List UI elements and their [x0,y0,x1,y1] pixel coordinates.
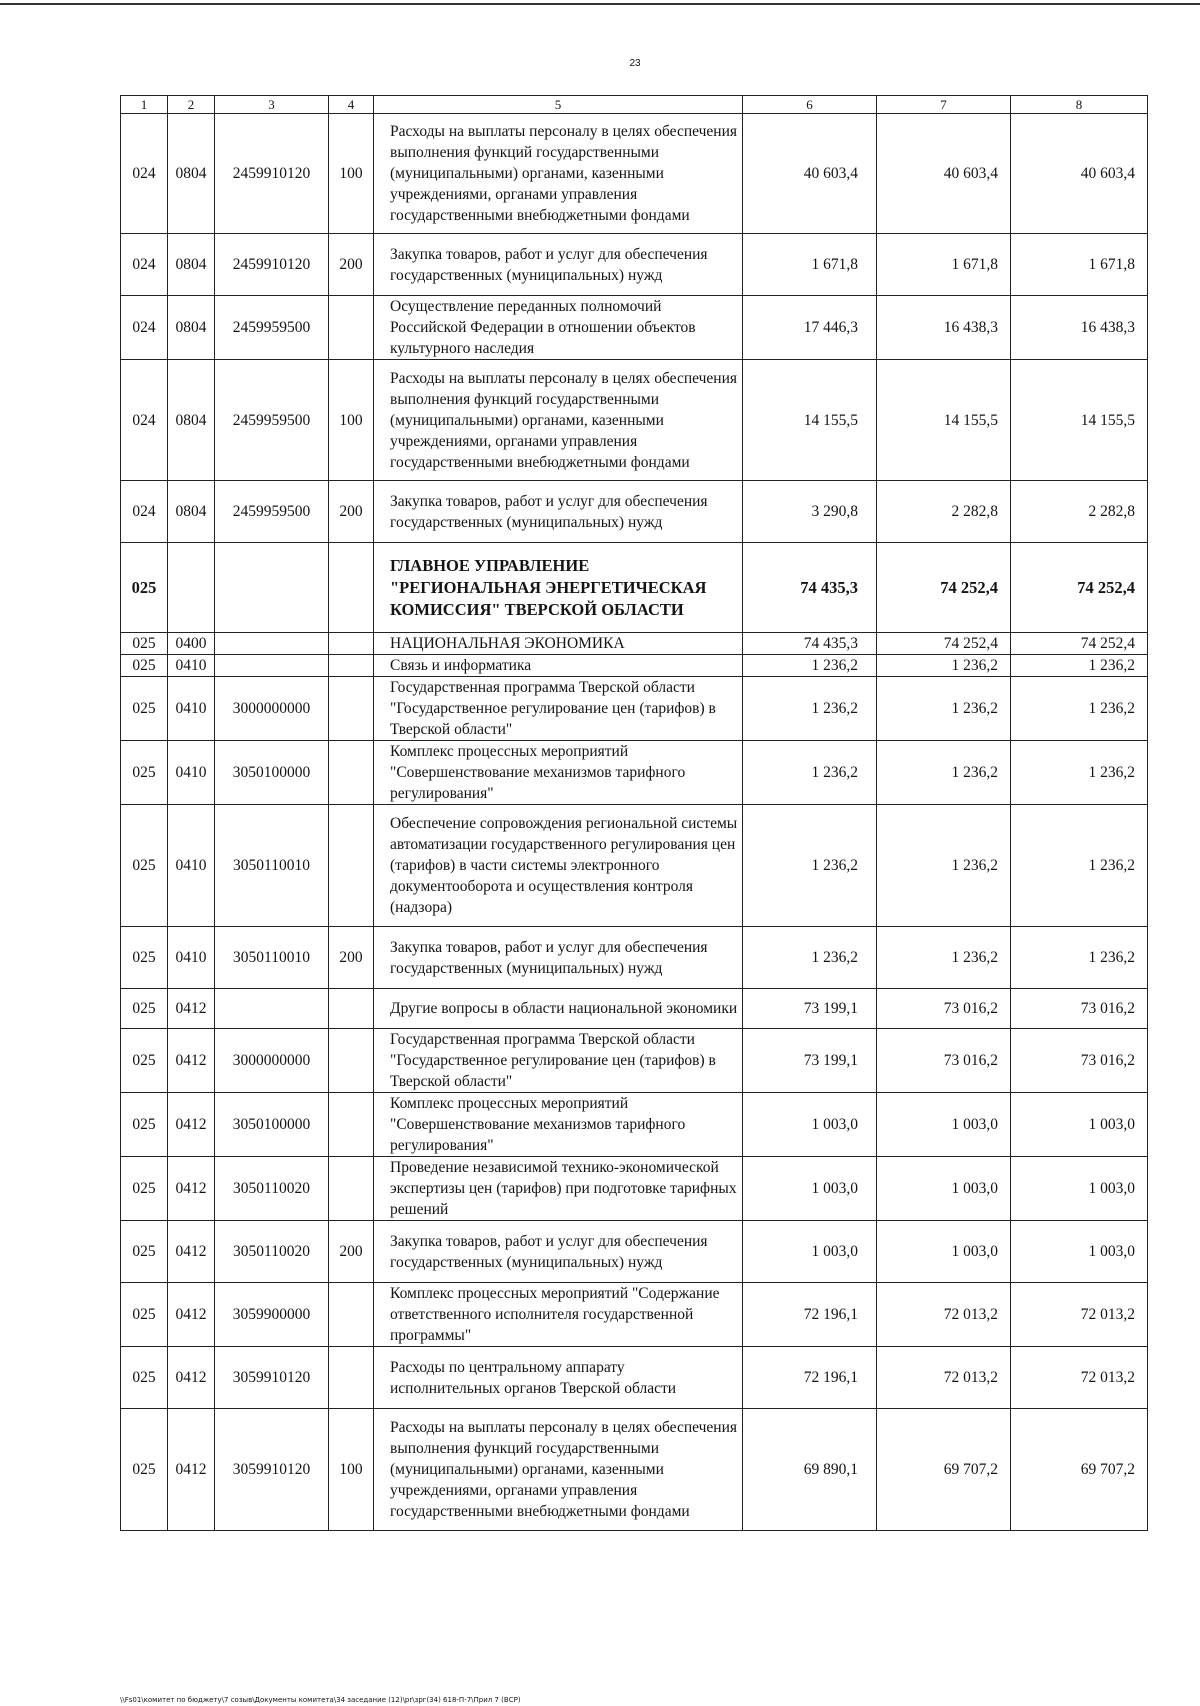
expense-type-code-cell: 200 [329,481,374,543]
target-article-code-cell [215,543,329,633]
admin-code-cell: 025 [121,1029,168,1093]
amount-year-3-cell: 74 252,4 [1011,543,1148,633]
table-row [121,1157,1148,1221]
expense-type-code-cell [329,805,374,927]
target-article-code-cell: 3050100000 [215,741,329,805]
amount-year-2-cell: 40 603,4 [877,114,1011,234]
description-cell: Расходы на выплаты персоналу в целях обеспечения выполнения функций государственными (муниципальными) органами, казенными учреждениями, органами управления государственными внебюджетными фондами [374,114,743,234]
amount-year-3-cell: 1 003,0 [1011,1157,1148,1221]
amount-year-1-cell: 1 003,0 [743,1157,877,1221]
amount-year-1-cell: 74 435,3 [743,633,877,655]
section-code-cell: 0412 [168,989,215,1029]
amount-year-2-cell: 1 236,2 [877,677,1011,741]
target-article-code-cell: 2459910120 [215,234,329,296]
amount-year-3-cell: 1 236,2 [1011,805,1148,927]
description-cell: Расходы на выплаты персоналу в целях обеспечения выполнения функций государственными (муниципальными) органами, казенными учреждениями, органами управления государственными внебюджетными фондами [374,360,743,481]
admin-code-cell: 024 [121,234,168,296]
section-code-cell: 0804 [168,114,215,234]
amount-year-3-cell: 1 236,2 [1011,655,1148,677]
amount-year-3-cell: 74 252,4 [1011,633,1148,655]
table-row [121,927,1148,989]
admin-code-cell: 025 [121,741,168,805]
target-article-code-cell: 3050110010 [215,927,329,989]
expense-type-code-cell [329,633,374,655]
description-cell: Закупка товаров, работ и услуг для обеспечения государственных (муниципальных) нужд [374,481,743,543]
amount-year-1-cell: 73 199,1 [743,989,877,1029]
table-row [121,1283,1148,1347]
table-row [121,234,1148,296]
description-cell: Расходы на выплаты персоналу в целях обеспечения выполнения функций государственными (муниципальными) органами, казенными учреждениями, органами управления государственными внебюджетными фондами [374,1409,743,1531]
column-header: 3 [215,96,329,114]
description-cell: Закупка товаров, работ и услуг для обеспечения государственных (муниципальных) нужд [374,927,743,989]
target-article-code-cell: 3059910120 [215,1347,329,1409]
table-body [121,114,1148,1531]
target-article-code-cell [215,633,329,655]
section-code-cell: 0410 [168,677,215,741]
admin-code-cell: 024 [121,481,168,543]
target-article-code-cell: 3050110010 [215,805,329,927]
amount-year-3-cell: 16 438,3 [1011,296,1148,360]
table-row [121,677,1148,741]
section-code-cell: 0412 [168,1093,215,1157]
amount-year-2-cell: 14 155,5 [877,360,1011,481]
amount-year-2-cell: 1 236,2 [877,655,1011,677]
expense-type-code-cell: 100 [329,360,374,481]
table-row [121,1221,1148,1283]
column-header: 1 [121,96,168,114]
amount-year-2-cell: 1 003,0 [877,1221,1011,1283]
section-code-cell: 0400 [168,633,215,655]
admin-code-cell: 024 [121,296,168,360]
budget-table [120,95,1148,1531]
expense-type-code-cell: 200 [329,1221,374,1283]
admin-code-cell: 025 [121,655,168,677]
section-code-cell: 0410 [168,741,215,805]
amount-year-1-cell: 1 671,8 [743,234,877,296]
amount-year-1-cell: 14 155,5 [743,360,877,481]
expense-type-code-cell [329,741,374,805]
table-row [121,114,1148,234]
table-row [121,805,1148,927]
file-path-footer: \\Fs01\комитет по бюджету\7 созыв\Документы комитета\34 заседание (12)\pr\зрг(34) 618-П-7\Прил 7 (ВСР) [120,1696,521,1704]
description-cell: Закупка товаров, работ и услуг для обеспечения государственных (муниципальных) нужд [374,234,743,296]
admin-code-cell: 025 [121,1347,168,1409]
amount-year-1-cell: 1 236,2 [743,655,877,677]
target-article-code-cell: 3000000000 [215,677,329,741]
amount-year-1-cell: 1 236,2 [743,927,877,989]
amount-year-1-cell: 72 196,1 [743,1347,877,1409]
expense-type-code-cell [329,296,374,360]
section-code-cell [168,543,215,633]
admin-code-cell: 025 [121,1283,168,1347]
expense-type-code-cell [329,1347,374,1409]
admin-code-cell: 025 [121,1157,168,1221]
amount-year-2-cell: 1 003,0 [877,1093,1011,1157]
admin-code-cell: 025 [121,989,168,1029]
amount-year-2-cell: 1 236,2 [877,741,1011,805]
amount-year-3-cell: 73 016,2 [1011,1029,1148,1093]
column-header: 8 [1011,96,1148,114]
expense-type-code-cell [329,1283,374,1347]
description-cell: Комплекс процессных мероприятий "Совершенствование механизмов тарифного регулирования" [374,1093,743,1157]
amount-year-3-cell: 72 013,2 [1011,1283,1148,1347]
amount-year-1-cell: 17 446,3 [743,296,877,360]
section-code-cell: 0412 [168,1157,215,1221]
amount-year-3-cell: 1 236,2 [1011,741,1148,805]
amount-year-3-cell: 14 155,5 [1011,360,1148,481]
expense-type-code-cell [329,655,374,677]
amount-year-2-cell: 69 707,2 [877,1409,1011,1531]
table-row [121,655,1148,677]
target-article-code-cell: 3059900000 [215,1283,329,1347]
expense-type-code-cell: 200 [329,927,374,989]
amount-year-3-cell: 1 236,2 [1011,677,1148,741]
target-article-code-cell: 3000000000 [215,1029,329,1093]
amount-year-2-cell: 74 252,4 [877,543,1011,633]
amount-year-2-cell: 16 438,3 [877,296,1011,360]
amount-year-3-cell: 2 282,8 [1011,481,1148,543]
amount-year-1-cell: 73 199,1 [743,1029,877,1093]
description-cell: Другие вопросы в области национальной экономики [374,989,743,1029]
table-header [121,96,1148,114]
amount-year-2-cell: 72 013,2 [877,1283,1011,1347]
target-article-code-cell: 2459910120 [215,114,329,234]
section-code-cell: 0804 [168,296,215,360]
amount-year-3-cell: 1 236,2 [1011,927,1148,989]
column-header: 6 [743,96,877,114]
admin-code-cell: 024 [121,114,168,234]
section-code-cell: 0412 [168,1283,215,1347]
table-row [121,296,1148,360]
expense-type-code-cell [329,1093,374,1157]
amount-year-3-cell: 1 003,0 [1011,1221,1148,1283]
expense-type-code-cell: 200 [329,234,374,296]
admin-code-cell: 025 [121,677,168,741]
admin-code-cell: 025 [121,543,168,633]
amount-year-2-cell: 1 003,0 [877,1157,1011,1221]
amount-year-1-cell: 40 603,4 [743,114,877,234]
amount-year-1-cell: 3 290,8 [743,481,877,543]
amount-year-2-cell: 74 252,4 [877,633,1011,655]
target-article-code-cell: 2459959500 [215,360,329,481]
amount-year-3-cell: 1 003,0 [1011,1093,1148,1157]
admin-code-cell: 025 [121,1093,168,1157]
expense-type-code-cell: 100 [329,1409,374,1531]
target-article-code-cell: 3050100000 [215,1093,329,1157]
expense-type-code-cell: 100 [329,114,374,234]
section-code-cell: 0804 [168,481,215,543]
target-article-code-cell [215,989,329,1029]
description-cell: Государственная программа Тверской области "Государственное регулирование цен (тарифов) в Тверской области" [374,677,743,741]
description-cell: Обеспечение сопровождения региональной системы автоматизации государственного регулирования цен (тарифов) в части системы электронного документооборота и осуществления контроля (надзора) [374,805,743,927]
amount-year-3-cell: 1 671,8 [1011,234,1148,296]
admin-code-cell: 024 [121,360,168,481]
amount-year-2-cell: 1 671,8 [877,234,1011,296]
amount-year-2-cell: 72 013,2 [877,1347,1011,1409]
admin-code-cell: 025 [121,1221,168,1283]
table-row [121,1347,1148,1409]
page-number: 23 [629,58,641,69]
description-cell: ГЛАВНОЕ УПРАВЛЕНИЕ "РЕГИОНАЛЬНАЯ ЭНЕРГЕТИЧЕСКАЯ КОМИССИЯ" ТВЕРСКОЙ ОБЛАСТИ [374,543,743,633]
column-header: 4 [329,96,374,114]
section-code-cell: 0412 [168,1409,215,1531]
target-article-code-cell [215,655,329,677]
admin-code-cell: 025 [121,1409,168,1531]
admin-code-cell: 025 [121,633,168,655]
amount-year-3-cell: 72 013,2 [1011,1347,1148,1409]
admin-code-cell: 025 [121,927,168,989]
target-article-code-cell: 2459959500 [215,481,329,543]
expense-type-code-cell [329,1029,374,1093]
table-row [121,741,1148,805]
table-row [121,360,1148,481]
expense-type-code-cell [329,989,374,1029]
table-row [121,989,1148,1029]
table-row [121,633,1148,655]
expense-type-code-cell [329,543,374,633]
section-code-cell: 0410 [168,927,215,989]
target-article-code-cell: 3059910120 [215,1409,329,1531]
section-code-cell: 0412 [168,1347,215,1409]
section-code-cell: 0410 [168,805,215,927]
amount-year-2-cell: 73 016,2 [877,1029,1011,1093]
amount-year-1-cell: 1 003,0 [743,1221,877,1283]
top-border-line [0,3,1200,5]
expense-type-code-cell [329,677,374,741]
table-row [121,1029,1148,1093]
column-number-row [121,96,1148,114]
amount-year-1-cell: 69 890,1 [743,1409,877,1531]
amount-year-2-cell: 1 236,2 [877,927,1011,989]
description-cell: Осуществление переданных полномочий Российской Федерации в отношении объектов культурного наследия [374,296,743,360]
table-row [121,481,1148,543]
amount-year-1-cell: 72 196,1 [743,1283,877,1347]
admin-code-cell: 025 [121,805,168,927]
amount-year-1-cell: 1 236,2 [743,677,877,741]
target-article-code-cell: 3050110020 [215,1221,329,1283]
table-row [121,543,1148,633]
description-cell: Комплекс процессных мероприятий "Содержание ответственного исполнителя государственной программы" [374,1283,743,1347]
expense-type-code-cell [329,1157,374,1221]
amount-year-2-cell: 73 016,2 [877,989,1011,1029]
amount-year-3-cell: 40 603,4 [1011,114,1148,234]
section-code-cell: 0804 [168,360,215,481]
amount-year-1-cell: 1 236,2 [743,805,877,927]
description-cell: Расходы по центральному аппарату исполнительных органов Тверской области [374,1347,743,1409]
amount-year-1-cell: 74 435,3 [743,543,877,633]
amount-year-3-cell: 69 707,2 [1011,1409,1148,1531]
amount-year-1-cell: 1 236,2 [743,741,877,805]
description-cell: Комплекс процессных мероприятий "Совершенствование механизмов тарифного регулирования" [374,741,743,805]
description-cell: Закупка товаров, работ и услуг для обеспечения государственных (муниципальных) нужд [374,1221,743,1283]
table-row [121,1093,1148,1157]
target-article-code-cell: 2459959500 [215,296,329,360]
description-cell: Связь и информатика [374,655,743,677]
description-cell: Проведение независимой технико-экономической экспертизы цен (тарифов) при подготовке тарифных решений [374,1157,743,1221]
amount-year-1-cell: 1 003,0 [743,1093,877,1157]
description-cell: НАЦИОНАЛЬНАЯ ЭКОНОМИКА [374,633,743,655]
amount-year-3-cell: 73 016,2 [1011,989,1148,1029]
section-code-cell: 0412 [168,1029,215,1093]
target-article-code-cell: 3050110020 [215,1157,329,1221]
amount-year-2-cell: 2 282,8 [877,481,1011,543]
amount-year-2-cell: 1 236,2 [877,805,1011,927]
column-header: 7 [877,96,1011,114]
table-row [121,1409,1148,1531]
section-code-cell: 0804 [168,234,215,296]
description-cell: Государственная программа Тверской области "Государственное регулирование цен (тарифов) в Тверской области" [374,1029,743,1093]
section-code-cell: 0412 [168,1221,215,1283]
section-code-cell: 0410 [168,655,215,677]
column-header: 2 [168,96,215,114]
column-header: 5 [374,96,743,114]
